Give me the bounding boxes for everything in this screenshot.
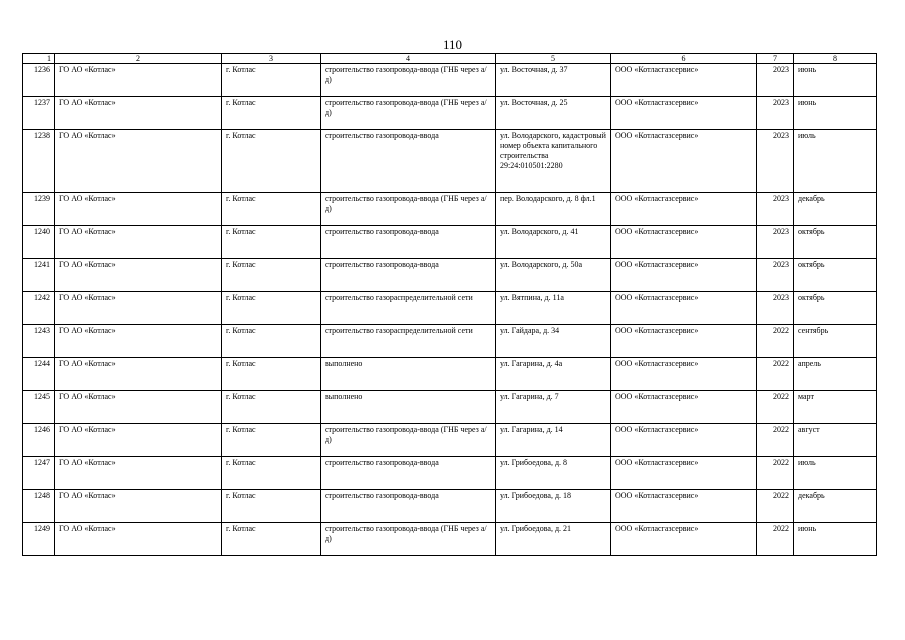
column-number: 5	[496, 54, 611, 64]
year-cell: 2022	[757, 391, 794, 424]
locality-cell: г. Котлас	[222, 424, 321, 457]
row-number: 1243	[23, 325, 55, 358]
column-number: 4	[321, 54, 496, 64]
table-row	[23, 523, 877, 556]
locality-cell: г. Котлас	[222, 226, 321, 259]
row-number: 1240	[23, 226, 55, 259]
organization-cell: ООО «Котласгазсервис»	[611, 259, 757, 292]
organization-cell: ООО «Котласгазсервис»	[611, 292, 757, 325]
work-cell: строительство газопровода-ввода	[321, 130, 496, 193]
district-cell: ГО АО «Котлас»	[55, 424, 222, 457]
row-number: 1248	[23, 490, 55, 523]
address-cell: ул. Грибоедова, д. 18	[496, 490, 611, 523]
district-cell: ГО АО «Котлас»	[55, 226, 222, 259]
year-cell: 2023	[757, 226, 794, 259]
address-cell: ул. Гагарина, д. 14	[496, 424, 611, 457]
work-cell: строительство газопровода-ввода	[321, 457, 496, 490]
address-cell: ул. Володарского, д. 50а	[496, 259, 611, 292]
month-cell: июнь	[794, 64, 877, 97]
district-cell: ГО АО «Котлас»	[55, 358, 222, 391]
year-cell: 2023	[757, 130, 794, 193]
table-row	[23, 193, 877, 226]
address-cell: ул. Восточная, д. 37	[496, 64, 611, 97]
month-cell: июль	[794, 457, 877, 490]
organization-cell: ООО «Котласгазсервис»	[611, 490, 757, 523]
column-number: 6	[611, 54, 757, 64]
month-cell: октябрь	[794, 292, 877, 325]
month-cell: декабрь	[794, 490, 877, 523]
year-cell: 2022	[757, 490, 794, 523]
district-cell: ГО АО «Котлас»	[55, 490, 222, 523]
address-cell: ул. Грибоедова, д. 21	[496, 523, 611, 556]
address-cell: ул. Володарского, д. 41	[496, 226, 611, 259]
organization-cell: ООО «Котласгазсервис»	[611, 130, 757, 193]
table-row	[23, 358, 877, 391]
table-row	[23, 391, 877, 424]
address-cell: ул. Грибоедова, д. 8	[496, 457, 611, 490]
locality-cell: г. Котлас	[222, 490, 321, 523]
locality-cell: г. Котлас	[222, 325, 321, 358]
row-number: 1237	[23, 97, 55, 130]
month-cell: август	[794, 424, 877, 457]
district-cell: ГО АО «Котлас»	[55, 292, 222, 325]
work-cell: строительство газопровода-ввода	[321, 226, 496, 259]
year-cell: 2022	[757, 457, 794, 490]
month-cell: декабрь	[794, 193, 877, 226]
organization-cell: ООО «Котласгазсервис»	[611, 325, 757, 358]
work-cell: строительство газопровода-ввода	[321, 259, 496, 292]
row-number: 1244	[23, 358, 55, 391]
year-cell: 2023	[757, 193, 794, 226]
locality-cell: г. Котлас	[222, 64, 321, 97]
table-row	[23, 97, 877, 130]
registry-table	[22, 53, 877, 556]
work-cell: строительство газопровода-ввода (ГНБ через а/д)	[321, 97, 496, 130]
row-number: 1238	[23, 130, 55, 193]
year-cell: 2022	[757, 325, 794, 358]
organization-cell: ООО «Котласгазсервис»	[611, 64, 757, 97]
district-cell: ГО АО «Котлас»	[55, 391, 222, 424]
organization-cell: ООО «Котласгазсервис»	[611, 97, 757, 130]
locality-cell: г. Котлас	[222, 358, 321, 391]
work-cell: выполнено	[321, 358, 496, 391]
locality-cell: г. Котлас	[222, 391, 321, 424]
work-cell: строительство газопровода-ввода (ГНБ через а/д)	[321, 193, 496, 226]
month-cell: июнь	[794, 97, 877, 130]
column-number: 8	[794, 54, 877, 64]
column-number: 7	[757, 54, 794, 64]
month-cell: октябрь	[794, 226, 877, 259]
address-cell: пер. Володарского, д. 8 фл.1	[496, 193, 611, 226]
year-cell: 2023	[757, 259, 794, 292]
address-cell: ул. Вятпина, д. 11а	[496, 292, 611, 325]
organization-cell: ООО «Котласгазсервис»	[611, 391, 757, 424]
district-cell: ГО АО «Котлас»	[55, 523, 222, 556]
organization-cell: ООО «Котласгазсервис»	[611, 424, 757, 457]
month-cell: апрель	[794, 358, 877, 391]
row-number: 1242	[23, 292, 55, 325]
page-number: 110	[442, 37, 463, 52]
month-cell: июнь	[794, 523, 877, 556]
district-cell: ГО АО «Котлас»	[55, 325, 222, 358]
work-cell: строительство газораспределительной сети	[321, 325, 496, 358]
district-cell: ГО АО «Котлас»	[55, 97, 222, 130]
month-cell: март	[794, 391, 877, 424]
table-row	[23, 424, 877, 457]
address-cell: ул. Гагарина, д. 7	[496, 391, 611, 424]
work-cell: строительство газораспределительной сети	[321, 292, 496, 325]
work-cell: строительство газопровода-ввода (ГНБ через а/д)	[321, 64, 496, 97]
year-cell: 2022	[757, 523, 794, 556]
table-row	[23, 259, 877, 292]
year-cell: 2022	[757, 358, 794, 391]
table-row	[23, 457, 877, 490]
organization-cell: ООО «Котласгазсервис»	[611, 457, 757, 490]
organization-cell: ООО «Котласгазсервис»	[611, 193, 757, 226]
work-cell: строительство газопровода-ввода (ГНБ через а/д)	[321, 523, 496, 556]
column-number: 2	[55, 54, 222, 64]
district-cell: ГО АО «Котлас»	[55, 130, 222, 193]
column-number-row	[23, 54, 877, 64]
table-row	[23, 226, 877, 259]
organization-cell: ООО «Котласгазсервис»	[611, 358, 757, 391]
locality-cell: г. Котлас	[222, 130, 321, 193]
row-number: 1236	[23, 64, 55, 97]
work-cell: строительство газопровода-ввода	[321, 490, 496, 523]
locality-cell: г. Котлас	[222, 457, 321, 490]
organization-cell: ООО «Котласгазсервис»	[611, 523, 757, 556]
table-row	[23, 130, 877, 193]
year-cell: 2023	[757, 64, 794, 97]
table-row	[23, 64, 877, 97]
month-cell: июль	[794, 130, 877, 193]
year-cell: 2023	[757, 292, 794, 325]
address-cell: ул. Володарского, кадастровый номер объекта капитального строительства 29:24:010501:2280	[496, 130, 611, 193]
column-number: 1	[23, 54, 55, 64]
row-number: 1239	[23, 193, 55, 226]
district-cell: ГО АО «Котлас»	[55, 457, 222, 490]
district-cell: ГО АО «Котлас»	[55, 64, 222, 97]
row-number: 1246	[23, 424, 55, 457]
table-row	[23, 490, 877, 523]
locality-cell: г. Котлас	[222, 193, 321, 226]
table-row	[23, 325, 877, 358]
locality-cell: г. Котлас	[222, 523, 321, 556]
row-number: 1249	[23, 523, 55, 556]
month-cell: сентябрь	[794, 325, 877, 358]
work-cell: строительство газопровода-ввода (ГНБ через а/д)	[321, 424, 496, 457]
district-cell: ГО АО «Котлас»	[55, 259, 222, 292]
district-cell: ГО АО «Котлас»	[55, 193, 222, 226]
organization-cell: ООО «Котласгазсервис»	[611, 226, 757, 259]
work-cell: выполнено	[321, 391, 496, 424]
row-number: 1247	[23, 457, 55, 490]
address-cell: ул. Гайдара, д. 34	[496, 325, 611, 358]
year-cell: 2023	[757, 97, 794, 130]
column-number: 3	[222, 54, 321, 64]
table-row	[23, 292, 877, 325]
address-cell: ул. Гагарина, д. 4а	[496, 358, 611, 391]
row-number: 1241	[23, 259, 55, 292]
year-cell: 2022	[757, 424, 794, 457]
month-cell: октябрь	[794, 259, 877, 292]
locality-cell: г. Котлас	[222, 97, 321, 130]
row-number: 1245	[23, 391, 55, 424]
address-cell: ул. Восточная, д. 25	[496, 97, 611, 130]
locality-cell: г. Котлас	[222, 292, 321, 325]
locality-cell: г. Котлас	[222, 259, 321, 292]
